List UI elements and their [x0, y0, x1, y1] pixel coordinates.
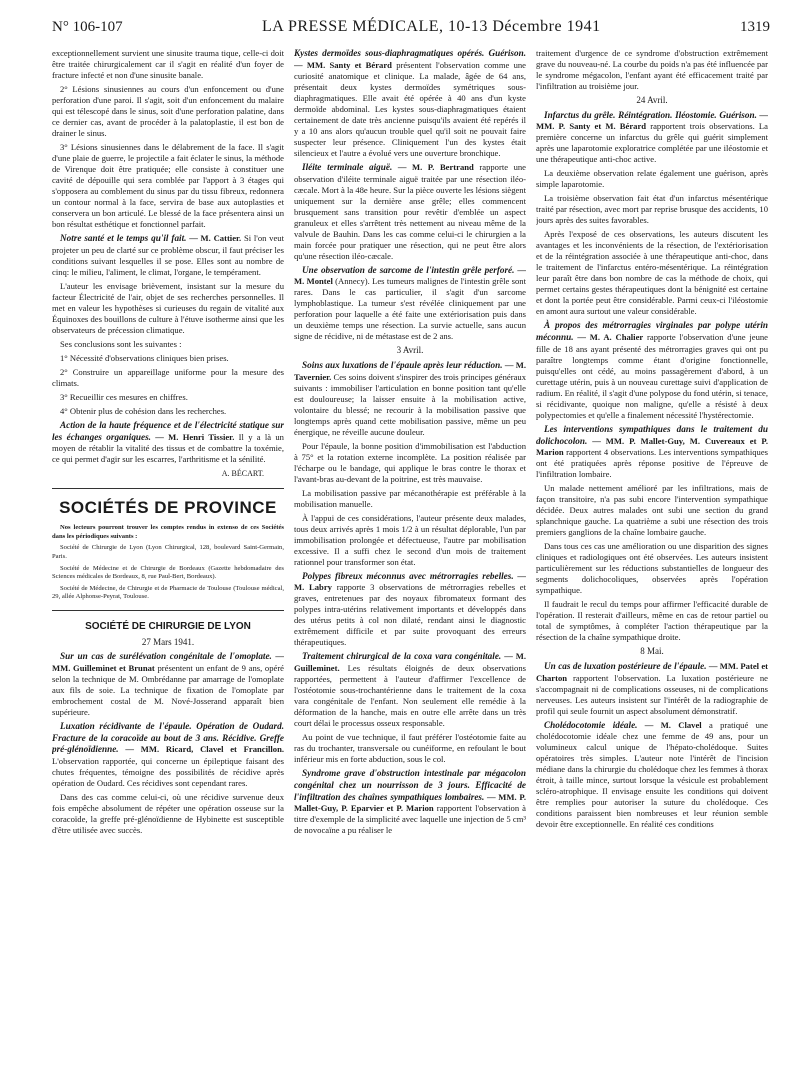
communication-author: — M. Montel: [294, 264, 526, 287]
communication-author: — MM. Ricard, Clavel et Francillon.: [125, 744, 284, 755]
communication-title: Les interventions sympathiques dans le traitement du dolichocolon.: [536, 423, 768, 446]
communication-author: — M. P. Bertrand: [397, 161, 474, 172]
communication: [294, 162, 526, 262]
communication-title: Notre santé et le temps qu'il fait.: [60, 233, 187, 243]
communication-text: présentent l'observation comme une curiosité anatomique et clinique. La malade, âgée de 64 ans, présentait deux kystes dermoïdes symétriques sous-diaphragmatiques. Elle avait été opérée à 40 ans d'un kyste dermoïde abdominal. Les kystes sous-diaphragmatiques étaient certainement de date très ancienne puisqu'ils avaient été repérés il y a 10 ans alors qu'aucun trouble quel qu'il soit ne pouvait faire suspecter leur présence. Cliniquement l'un des kystes était silencieux et l'autre a évolué vers une ouverture bronchique.: [294, 59, 526, 158]
list-item: 2° Construire un appareillage uniforme pour la mesure des climats.: [52, 366, 284, 388]
journal-title: LA PRESSE MÉDICALE, 10-13 Décembre 1941: [262, 18, 601, 35]
communication: [294, 768, 526, 836]
session-date: 27 Mars 1941.: [141, 636, 195, 647]
paragraph: 3° Lésions sinusiennes dans le délabrement de la face. Il s'agit d'une plaie de guerre, le projectile a fait éclater le sinus, la méthode de Virenque doit être pratiquée; elle consiste à constituer une cavité de dépouille qui sera comblée par l'apport à 3 étages qui s'opposera au comblement du sinus par du tissu fibreux, redonnera un contour normal à la face, servira de base aux autoplasties et conservera un bon articulé. Le blessé de la face présentera ainsi un bon résultat esthétique et fonctionnel parfait.: [52, 142, 284, 229]
communication-text: L'observation rapportée, qui concerne un épileptique faisant des chutes fréquentes, témoigne des possibilités de récidive après opération de Oudard. Ces récidives sont cependant rares.: [52, 756, 284, 789]
communication-author: — M. Guilleminet.: [294, 651, 526, 674]
communication: [52, 651, 284, 718]
communication-title: Traitement chirurgical de la coxa vara congénitale.: [302, 651, 502, 662]
paragraph: La troisième observation fait état d'un infarctus mésentérique traité par résection, avec mort par reprise brusque des accidents, 10 jours après des suites favorables.: [536, 193, 768, 226]
page-number: 1319: [740, 19, 770, 35]
communication: [294, 265, 526, 343]
communication-text: présentent un enfant de 9 ans, opéré selon la technique de M. Ombrédanne par amarrage de l'omoplate aux fils de soie. La technique de fixation de l'omoplate par embrochement costal de M. Nové-Josserand apparaît bien supérieure.: [52, 662, 284, 717]
paragraph: traitement d'urgence de ce syndrome d'obstruction extrêmement grave du nouveau-né. La courbe du poids n'a pas été influencée par le syndrome mégacolon, l'enfant ayant été efficacement traité par l'infiltration au troisième jour.: [536, 48, 768, 91]
communication-text: Ces soins doivent s'inspirer des trois principes généraux suivants : immobiliser l'articulation en bonne position tant qu'elle est douloureuse; la laisser ensuite à la mobilisation active, volontaire du blessé; ne recourir à la mobilisation passive que longtemps après quand cette mobilisation passive, même un peu énergique, ne réveille aucune douleur.: [294, 371, 526, 437]
society-title: SOCIÉTÉ DE CHIRURGIE DE LYON: [85, 620, 251, 632]
communication-author: — MM. Patel et Charton: [536, 660, 768, 683]
paragraph: L'auteur les envisage brièvement, insistant sur la mesure du facteur Électricité de l'air, objet de ses recherches personnelles. Il met en valeur les hypothèses si curieuses du regain de vitalité aux Équinoxes des bouillons de culture à l'étuve isotherme ainsi que les observateurs de précession climatique.: [52, 280, 284, 335]
communication-author: — M. A. Chalier: [577, 332, 644, 343]
communication-author: — M. Labry: [294, 570, 526, 593]
communication: [294, 651, 526, 729]
session-date: 24 Avril.: [636, 95, 668, 105]
list-item: 1° Nécessité d'observations cliniques bien prises.: [60, 352, 229, 363]
text-columns: [52, 48, 770, 1068]
paragraph: exceptionnellement survient une sinusite trauma tique, celle-ci doit être traitée chirurgicalement car il s'agit en réalité d'un foyer de fracture infecté et non d'une sinusite banale.: [52, 48, 284, 80]
communication-title: Sur un cas de surélévation congénitale de l'omoplate.: [60, 651, 272, 662]
communication-text: rapportent l'observation. La luxation postérieure ne s'accompagnait ni de complications osseuses, ni de complications nerveuses. Les auteurs insistent sur l'intérêt de la radiographie de profil qui seule fournit un aspect absolument démonstratif.: [536, 672, 768, 716]
communication-author: — MM. Santy et Bérard: [294, 59, 392, 70]
divider: [52, 610, 284, 611]
communication-text: Les tumeurs malignes de l'intestin grêle sont rares. Dans le cas particulier, il s'agit d'un sarcome lymphoblastique. La tumeur s'est révélée cliniquement par une perforation pour laquelle a été faite une extériorisation puis dans un deuxième temps une résection. La survie actuelle, sans aucun signe de récidive, ni de métastase est de 2 ans.: [294, 276, 526, 342]
communication-text: a pratiqué une cholédocotomie idéale chez une femme de 49 ans, pour un volumineux calcul unique de l'hépato-cholédoque. Suites opératoires très simples. L'auteur note l'intérêt de l'incision médiane dans la chirurgie du cholédoque chez les femmes à thorax étroit, à taille mince, surtout lorsque la vésicule est probablement scléro-atrophique. Il envisage ensuite les conditions qui doivent être remplies pour autoriser la suture du cholédoque. Ces conditions paraissent bien nombreuses et leur réunion semble devoir être exceptionnelle. En réalité ces conditions: [536, 719, 768, 830]
communication: [52, 721, 284, 789]
communication: [294, 360, 526, 438]
communication-title: Infarctus du grêle. Réintégration. Iléostomie. Guérison.: [544, 109, 757, 120]
communication-title: Cholédocotomie idéale.: [544, 719, 638, 730]
paragraph: Dans des cas comme celui-ci, où une récidive survenue deux fois empêche absolument de répéter une opération osseuse sur la coracoïde, la greffe pré-glénoïdienne de Hybinette est susceptible d'être utilisée avec succès.: [52, 792, 284, 836]
communication-author: — M. Clavel: [644, 719, 702, 730]
issue-number: N° 106-107: [52, 19, 123, 35]
note: Société de Chirurgie de Lyon (Lyon Chirurgical, 128, boulevard Saint-Germain, Paris.: [52, 544, 284, 560]
communication-text: rapporte l'observation d'une jeune fille de 18 ans ayant présenté des métrorragies graves qui ont pu paraître longtemps comme étant d'origine fonctionnelle, puisqu'elles ont cédé, au moins passagèrement d'abord, à un curettage utérin, puis à un nouveau curettage suivi d'application de radium. En réalité, il s'agit d'une polypose du fond utérin, si tenace, si récidivante, quoique non maligne, qu'elle a résisté à deux polypectomies et qu'elle a finalement nécessité l'hystérectomie.: [536, 332, 768, 420]
communication-title: Luxation récidivante de l'épaule. Opération de Oudard. Fracture de la coracoïde au bout de 3 ans. Récidive. Greffe pré-glénoïdienne.: [52, 720, 284, 755]
communication-title: Action de la haute fréquence et de l'électricité statique sur les échanges organiques.: [52, 419, 284, 442]
communication-title: Kystes dermoïdes sous-diaphragmatiques opérés. Guérison.: [294, 48, 526, 58]
communication-title: Iléite terminale aiguë.: [302, 161, 393, 172]
communication-author: — MM. P. Mallet-Guy, M. Cuvereaux et P. Marion: [536, 435, 768, 458]
communication: [294, 571, 526, 649]
paragraph: La deuxième observation relate également une guérison, après simple laparotomie.: [536, 168, 768, 190]
section-title: SOCIÉTÉS DE PROVINCE: [59, 497, 277, 517]
paragraph: La mobilisation passive par mécanothérapie est préférable à la mobilisation manuelle.: [294, 487, 526, 509]
paragraph: Il faudrait le recul du temps pour affirmer l'efficacité durable de l'opération. Il resterait d'ailleurs, même en cas de retour partiel ou total de symptômes, à compléter l'action thérapeutique par la résection de la chaîne sympathique droite.: [536, 599, 768, 643]
list-item: 4° Obtenir plus de cohésion dans les recherches.: [60, 405, 227, 416]
communication: [52, 420, 284, 466]
paragraph: Dans tous ces cas une amélioration ou une disparition des signes cliniques et radiologiques ont été observées. Les auteurs insistent particulièrement sur les réductions substantielles de longueur des segments dolichocoliques, observées après l'opération sympathique.: [536, 541, 768, 596]
communication-author: — MM. P. Santy et M. Bérard: [536, 109, 768, 132]
session-date: 8 Mai.: [640, 646, 664, 657]
communication: [536, 661, 768, 717]
communication-author: — M. Cattier.: [189, 233, 242, 243]
column-1: [52, 48, 284, 1068]
communication-title: Syndrome grave d'obstruction intestinale par mégacolon congénital chez un nourrisson de 3 jours. Efficacité de l'infiltration des chaînes sympathiques lombaires.: [294, 768, 526, 802]
paragraph: Ses conclusions sont les suivantes :: [60, 338, 182, 349]
paragraph: 2° Lésions sinusiennes au cours d'un enfoncement ou d'une perforation d'une paroi. Il s'agit, soit d'un enfoncement du malaire qui est télescopé dans le sinus, soit d'une perforation palatine, dans ce dernier cas, avant de procéder à la palatoplastie, il est bon de drainer le sinus.: [52, 84, 284, 138]
communication-text: rapportent l'observation à titre d'exemple de la simplicité avec laquelle une injection de 5 cm³ de novocaïne a pu réaliser le: [294, 803, 526, 836]
list-item: 3° Recueillir ces mesures en chiffres.: [60, 391, 188, 402]
paragraph: À l'appui de ces considérations, l'auteur présente deux malades, tous deux arrivés après 1 mois 1/2 à un résultat déplorable, l'un par immobilisation prolongée et défectueuse, l'autre par mobilisation excessive. Il a suffi chez le second d'un mois de traitement rationnel pour transformer son état.: [294, 512, 526, 567]
paragraph: Après l'exposé de ces observations, les auteurs discutent les avantages et les inconvénients de la résection, de l'extériorisation et de la réintégration associée à une thérapeutique anti-choc, dans le traitement de l'infarctus entéro-mésentérique. La réintégration leur paraît être dans bon nombre de cas la méthode de choix, qui permet certains gestes thérapeutiques dont la bénignité est certaine et dont la portée peut être considérable. Parmi ceux-ci l'iléostomie en amont aura surtout une valeur considérable.: [536, 229, 768, 317]
communication-place: (Annecy).: [335, 276, 370, 287]
column-3: [536, 48, 768, 1068]
paragraph: Pour l'épaule, la bonne position d'immobilisation est l'abduction à 75° et la rotation externe incomplète. La position réalisée par l'écharpe ou le bandage, qui applique le bras contre le thorax et l'avant-bras au-devant de la poitrine, est très mauvaise.: [294, 440, 526, 484]
communication-title: À propos des métrorragies virginales par polype utérin méconnu.: [536, 320, 768, 343]
paragraph: Au point de vue technique, il faut préférer l'ostéotomie faite au ras du trochanter, transversale ou cunéiforme, en refoulant le bout inférieur mis en forte abduction, sous le col.: [294, 732, 526, 765]
communication: [536, 424, 768, 481]
communication-author: — MM. P. Mallet-Guy, P. Eparvier et P. Marion: [294, 791, 526, 814]
communication: [294, 48, 526, 159]
page-header: [52, 18, 770, 40]
communication: [536, 110, 768, 166]
note: Société de Médecine, de Chirurgie et de Pharmacie de Toulouse (Toulouse médical, 29, allée Alphonse-Peyrat, Toulouse.: [52, 584, 284, 601]
column-2: [294, 48, 526, 1068]
note: Nos lecteurs pourront trouver les comptes rendus in extenso de ces Sociétés dans les périodiques suivants :: [52, 524, 284, 540]
communication: [536, 720, 768, 831]
communication-text: rapportent 4 observations. Les interventions sympathiques ont été pratiquées après réponse positive de l'épreuve de l'infiltration lombaire.: [536, 447, 768, 480]
communication-title: Un cas de luxation postérieure de l'épaule.: [544, 660, 707, 671]
communication: [536, 320, 768, 421]
paragraph: Un malade nettement amélioré par les infiltrations, mais de façon transitoire, n'a pas subi encore l'intervention sympathique décidée. Deux autres malades ont subi une section du grand splanchnique gauche. La quatrième a subi une résection des trois premiers ganglions de la chaîne lombaire gauche.: [536, 483, 768, 538]
communication-author: — M. Henri Tissier.: [155, 431, 235, 442]
signature: A. BÉCART.: [221, 469, 264, 479]
communication-text: Si l'on veut projeter un peu de clarté sur ce problème obscur, il faut préciser les conditions suivant lesquelles il se pose. Elles sont au nombre de cinq: le milieu, l'aliment, le climat, l'organe, le tempérament.: [52, 233, 284, 277]
communication-text: Il y a là un moyen de rétablir la vitalité des tissus et de combattre la toxémie, ce qui permet d'agir sur les escarres, l'arthritisme et la sénilité.: [52, 431, 284, 465]
communication-text: rapporte 3 observations de métrorragies rebelles et graves, entretenues par des noyaux fibromateux formant des polypes intra-utérins relativement importants et développés dans des utérus petits à col non dilaté, rendant ainsi le diagnostic extrêmement difficile et par suite provoquant des erreurs thérapeutiques.: [294, 582, 526, 648]
communication: [52, 233, 284, 278]
communication-title: Une observation de sarcome de l'intestin grêle perforé.: [302, 264, 515, 275]
communication-text: rapporte une observation d'iléite terminale aiguë traitée par une résection iléo-cæcale. Mort à la 48e heure. Sur la pièce ouverte les lésions siègent uniquement sur la dernière anse grêle; elles commencent brusquement sans transition pour revêtir d'emblée un aspect granuleux et elles s'arrêtent très nettement au niveau même de la valvule de Bauhin. Dans les cas comme celui-ci le chirurgien a la main forcée pour pratiquer une résection, qui ne peut être alors qu'une résection iléo-cæcale.: [294, 161, 526, 261]
divider: [52, 488, 284, 489]
communication-text: Les résultats éloignés de deux observations rapportées, permettent à l'auteur d'affirmer l'excellence de l'ostéotomie sous-trochantérienne dans le traitement de la coxa vara congénitale de l'enfant. Non seulement elle remédie à la déformation de la hanche, mais en outre elle arrête dans un très court délai le processus osseux responsable.: [294, 663, 526, 729]
communication-text: rapportent trois observations. La première concerne un infarctus du grêle qui guérit simplement après une laparotomie exploratrice complétée par une iléostomie et une thérapeutique anti-choc active.: [536, 121, 768, 165]
session-date: 3 Avril.: [396, 345, 424, 356]
communication-title: Soins aux luxations de l'épaule après leur réduction.: [302, 359, 503, 370]
communication-author: — M. Tavernier.: [294, 359, 526, 382]
communication-author: — MM. Guilleminet et Brunat: [52, 651, 284, 673]
communication-title: Polypes fibreux méconnus avec métrorragies rebelles.: [302, 570, 514, 581]
note: Société de Médecine et de Chirurgie de Bordeaux (Gazette hebdomadaire des Sciences médicales de Bordeaux, 8, rue Paul-Bert, Bordeaux).: [52, 564, 284, 581]
